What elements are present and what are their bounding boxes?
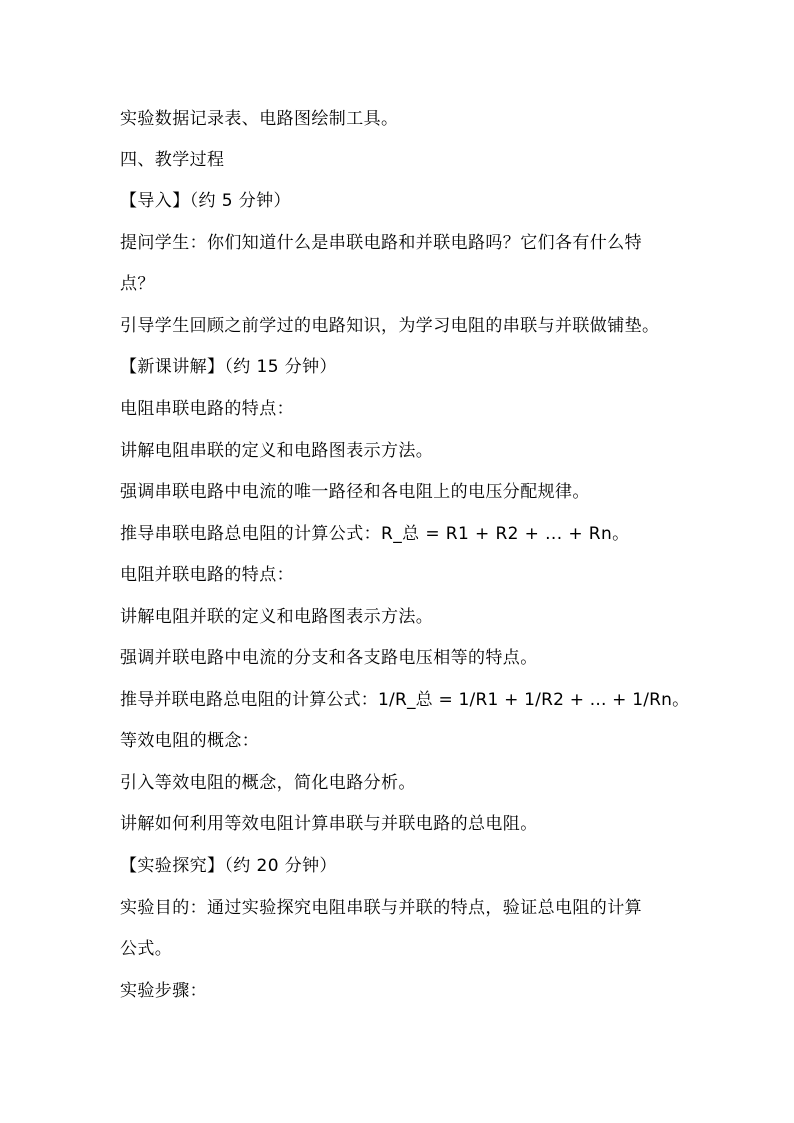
subheading-introduction: 【导入】（约 5 分钟） xyxy=(120,191,291,211)
materials-line: 实验数据记录表、电路图绘制工具。 xyxy=(120,109,399,129)
paragraph-line: 实验步骤： xyxy=(120,981,207,1001)
subheading-experiment: 【实验探究】（约 20 分钟） xyxy=(120,856,337,876)
paragraph-line: 等效电阻的概念： xyxy=(120,731,260,751)
paragraph-line: 讲解电阻串联的定义和电路图表示方法。 xyxy=(120,441,434,461)
paragraph-line: 实验目的：通过实验探究电阻串联与并联的特点，验证总电阻的计算 xyxy=(120,898,642,918)
paragraph-line: 讲解如何利用等效电阻计算串联与并联电路的总电阻。 xyxy=(120,814,538,834)
paragraph-line: 电阻串联电路的特点： xyxy=(120,399,294,419)
paragraph-line: 讲解电阻并联的定义和电路图表示方法。 xyxy=(120,607,434,627)
paragraph-line: 引导学生回顾之前学过的电路知识，为学习电阻的串联与并联做铺垫。 xyxy=(120,316,660,336)
paragraph-line: 强调并联电路中电流的分支和各支路电压相等的特点。 xyxy=(120,648,538,668)
subheading-new-lesson: 【新课讲解】（约 15 分钟） xyxy=(120,357,337,377)
paragraph-line: 公式。 xyxy=(120,939,173,959)
paragraph-line: 电阻并联电路的特点： xyxy=(120,565,294,585)
section-heading-teaching-process: 四、教学过程 xyxy=(120,150,225,170)
formula-line-series: 推导串联电路总电阻的计算公式：R_总 = R1 + R2 + ... + Rn。 xyxy=(120,524,630,544)
paragraph-line: 引入等效电阻的概念，简化电路分析。 xyxy=(120,773,416,793)
paragraph-line: 提问学生：你们知道什么是串联电路和并联电路吗？它们各有什么特 xyxy=(120,233,642,253)
formula-line-parallel: 推导并联电路总电阻的计算公式：1/R_总 = 1/R1 + 1/R2 + ... + 1/Rn。 xyxy=(120,690,690,710)
paragraph-line: 强调串联电路中电流的唯一路径和各电阻上的电压分配规律。 xyxy=(120,482,590,502)
paragraph-line: 点？ xyxy=(120,274,155,294)
